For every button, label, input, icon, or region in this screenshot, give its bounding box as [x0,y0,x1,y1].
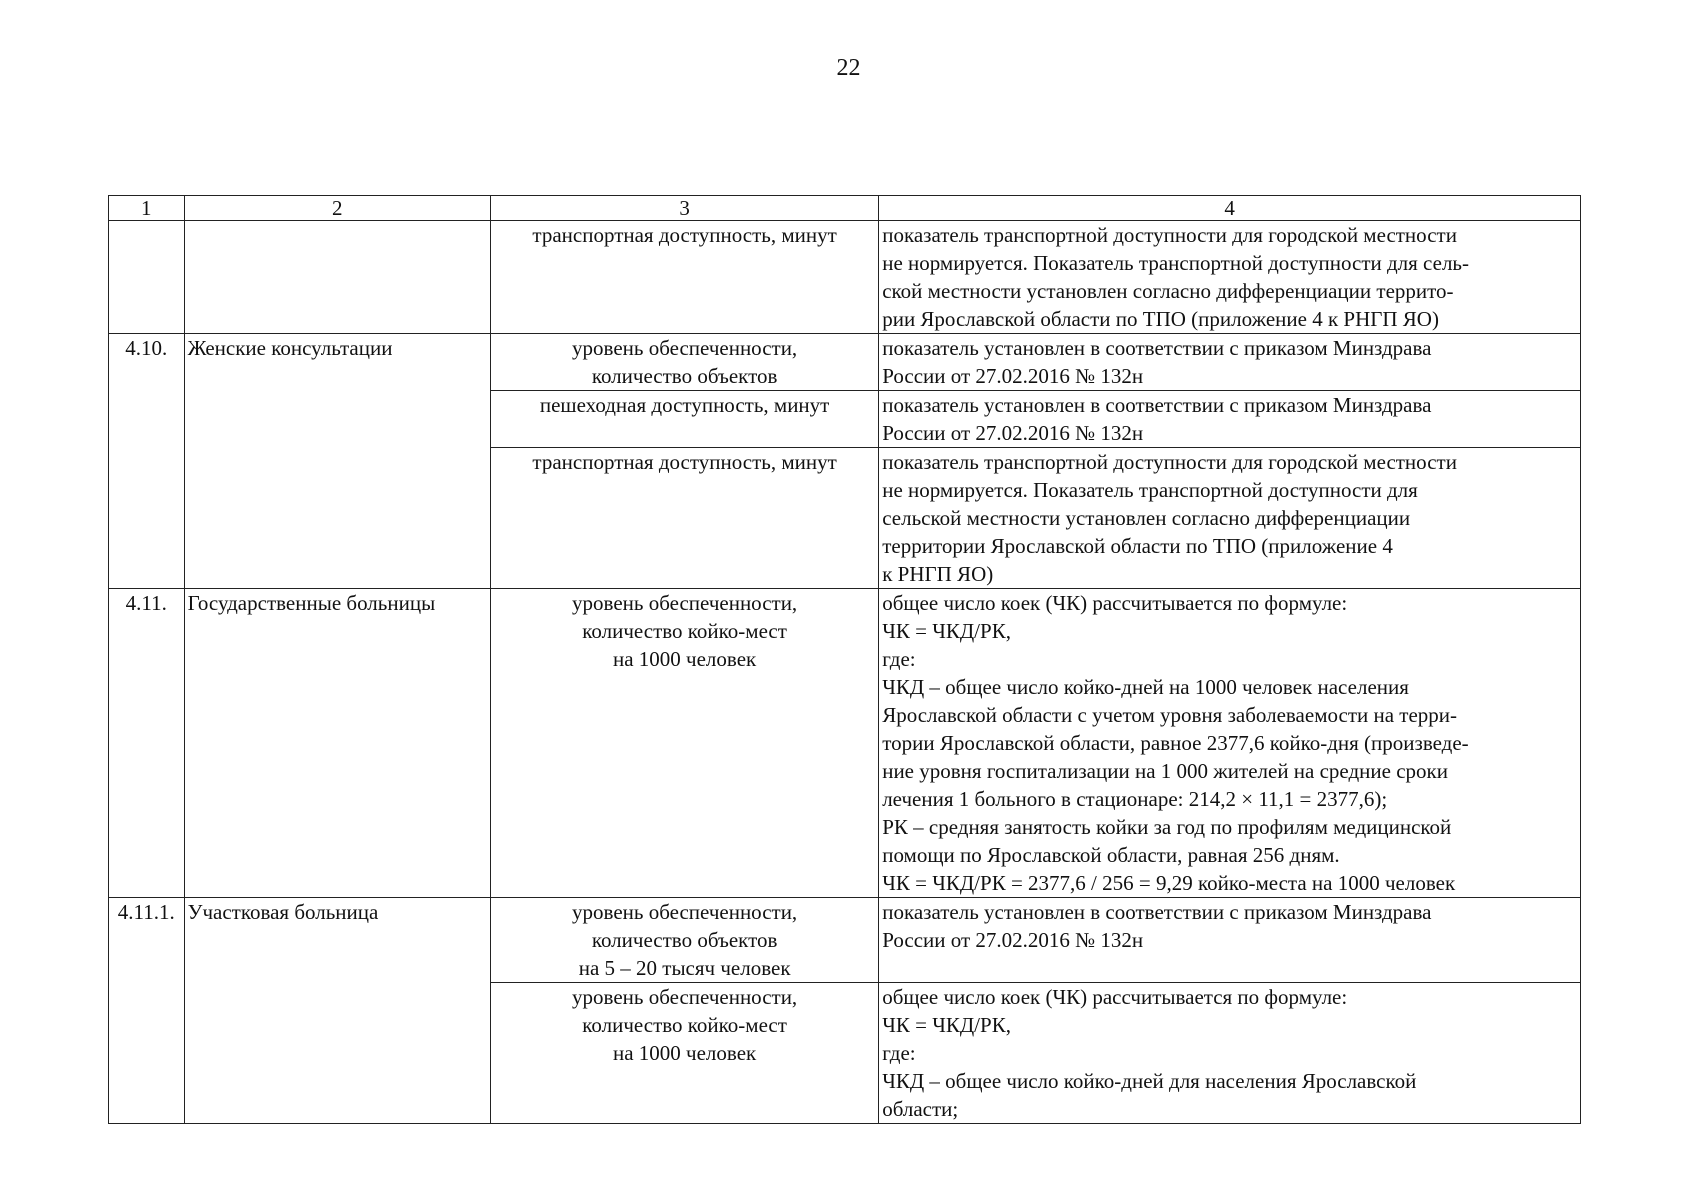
value-line: показатель установлен в соответствии с приказом Минздрава [882,336,1432,360]
value-line: где: [882,647,916,671]
value-line: общее число коек (ЧК) рассчитывается по формуле: [882,985,1348,1009]
indicator-line: на 5 – 20 тысяч человек [578,956,791,980]
table-header-row [109,196,1581,221]
value-cell [879,898,1581,983]
value-cell [879,983,1581,1124]
value-line: ЧКД – общее число койко-дней на 1000 человек населения [882,675,1409,699]
value-line: территории Ярославской области по ТПО (приложение 4 [882,534,1393,558]
regulation-table [108,195,1581,1124]
value-line: ние уровня госпитализации на 1 000 жителей на средние сроки [882,759,1448,783]
value-line: рии Ярославской области по ТПО (приложение 4 к РНГП ЯО) [882,307,1439,331]
value-line: России от 27.02.2016 № 132н [882,364,1144,388]
table-row [109,898,1581,983]
indicator-line: транспортная доступность, минут [532,450,837,474]
value-line: не нормируется. Показатель транспортной доступности для сель- [882,251,1470,275]
value-cell [879,589,1581,898]
indicator-line: на 1000 человек [612,647,757,671]
indicator-line: транспортная доступность, минут [532,223,837,247]
indicator-cell [491,221,879,334]
value-line: ЧК = ЧКД/РК, [882,619,1011,643]
value-line: ЧК = ЧКД/РК = 2377,6 / 256 = 9,29 койко-места на 1000 человек [882,871,1456,895]
value-line: ЧКД – общее число койко-дней для населения Ярославской [882,1069,1417,1093]
indicator-line: количество объектов [591,928,778,952]
value-line: помощи по Ярославской области, равная 256 дням. [882,843,1340,867]
page-number: 22 [836,55,861,81]
row-name-cell [184,221,490,334]
value-line: РК – средняя занятость койки за год по профилям медицинской [882,815,1452,839]
value-line: ЧК = ЧКД/РК, [882,1013,1011,1037]
value-line: к РНГП ЯО) [882,562,994,586]
value-line: общее число коек (ЧК) рассчитывается по формуле: [882,591,1348,615]
indicator-line: пешеходная доступность, минут [539,393,830,417]
value-line: где: [882,1041,916,1065]
indicator-cell [491,334,879,391]
value-line: России от 27.02.2016 № 132н [882,928,1144,952]
indicator-cell [491,983,879,1124]
indicator-line: уровень обеспеченности, [572,336,798,360]
indicator-line: количество койко-мест [582,619,787,643]
value-cell [879,391,1581,448]
indicator-line: количество койко-мест [582,1013,787,1037]
indicator-cell [491,391,879,448]
row-number-cell [109,221,185,334]
row-name-cell: Участковая больница [184,898,490,1124]
indicator-cell [491,448,879,589]
value-line: области; [882,1097,959,1121]
value-line: не нормируется. Показатель транспортной доступности для [882,478,1418,502]
value-line: ской местности установлен согласно дифференциации террито- [882,279,1454,303]
indicator-line: уровень обеспеченности, [572,591,798,615]
row-number-cell: 4.10. [109,334,185,589]
table-row [109,221,1581,334]
column-header: 4 [879,196,1581,221]
value-line: показатель транспортной доступности для городской местности [882,223,1457,247]
value-line: показатель транспортной доступности для городской местности [882,450,1457,474]
column-header: 2 [184,196,490,221]
value-cell [879,221,1581,334]
indicator-line: на 1000 человек [612,1041,757,1065]
value-line: Ярославской области с учетом уровня заболеваемости на терри- [882,703,1458,727]
value-cell [879,334,1581,391]
value-line: России от 27.02.2016 № 132н [882,421,1144,445]
value-cell [879,448,1581,589]
indicator-cell [491,898,879,983]
value-line: показатель установлен в соответствии с приказом Минздрава [882,393,1432,417]
indicator-line: уровень обеспеченности, [572,900,798,924]
value-line: показатель установлен в соответствии с приказом Минздрава [882,900,1432,924]
indicator-line: уровень обеспеченности, [572,985,798,1009]
value-line: тории Ярославской области, равное 2377,6 койко-дня (произведе- [882,731,1469,755]
table-row [109,334,1581,391]
value-line: лечения 1 больного в стационаре: 214,2 × 11,1 = 2377,6); [882,787,1388,811]
indicator-line: количество объектов [591,364,778,388]
table-row [109,589,1581,898]
row-number-cell: 4.11. [109,589,185,898]
row-number-cell: 4.11.1. [109,898,185,1124]
value-line: сельской местности установлен согласно дифференциации [882,506,1411,530]
column-header: 3 [491,196,879,221]
row-name-cell: Женские консультации [184,334,490,589]
indicator-cell [491,589,879,898]
row-name-cell: Государственные больницы [184,589,490,898]
column-header: 1 [109,196,185,221]
